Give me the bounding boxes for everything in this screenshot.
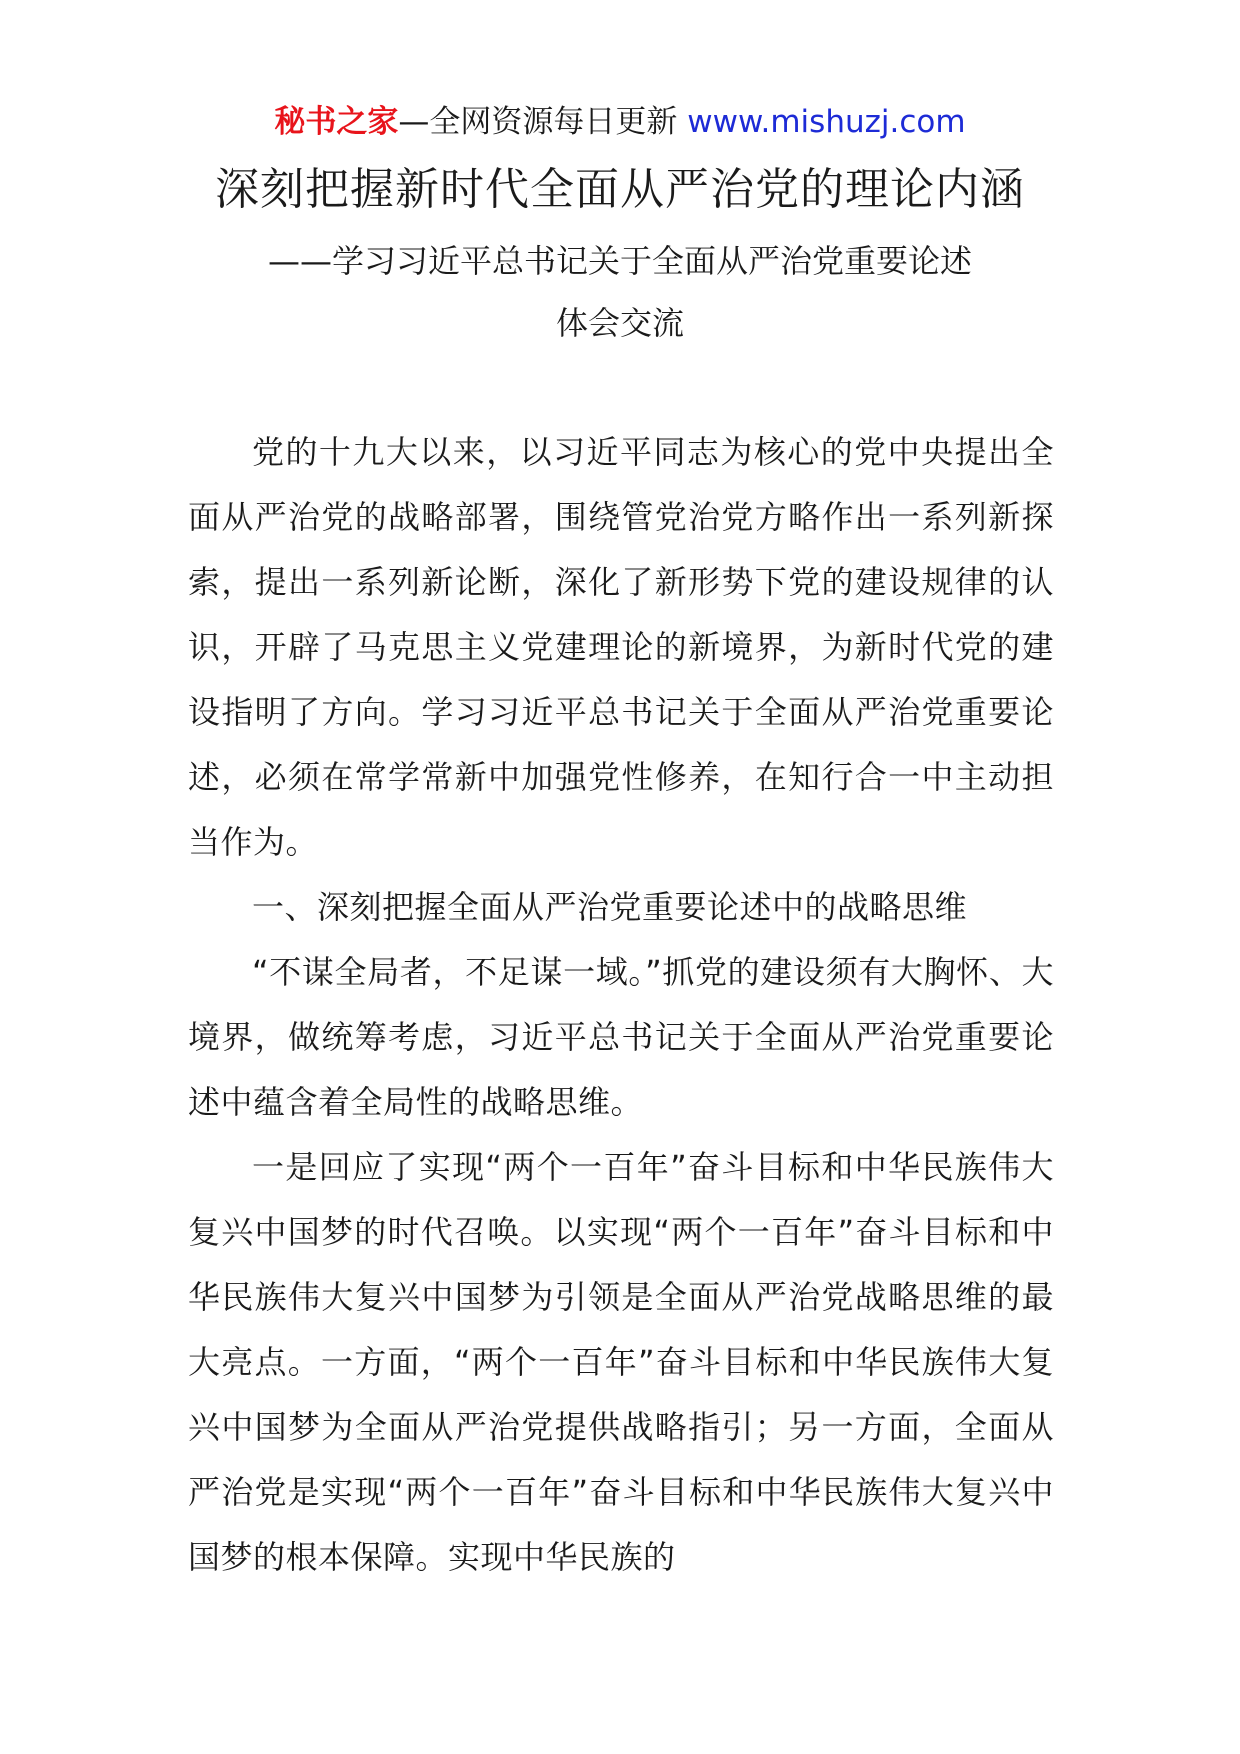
document-subtitle: [0, 230, 1240, 354]
body-paragraph-3: 一是回应了实现“两个一百年”奋斗目标和中华民族伟大复兴中国梦的时代召唤。以实现“两个一百年”奋斗目标和中华民族伟大复兴中国梦为引领是全面从严治党战略思维的最大亮点。一方面，“两个一百年”奋斗目标和中华民族伟大复兴中国梦为全面从严治党提供战略指引；另一方面，全面从严治党是实现“两个一百年”奋斗目标和中华民族伟大复兴中国梦的根本保障。实现中华民族的: [188, 1148, 1054, 1576]
body-paragraph-2: “不谋全局者，不足谋一域。”抓党的建设须有大胸怀、大境界，做统筹考虑，习近平总书记关于全面从严治党重要论述中蕴含着全局性的战略思维。: [188, 953, 1054, 1121]
document-title: 深刻把握新时代全面从严治党的理论内涵: [215, 164, 1025, 215]
site-tagline: —全网资源每日更新: [398, 104, 688, 140]
site-url-link[interactable]: www.mishuzj.com: [687, 104, 966, 140]
site-header: [0, 100, 1240, 144]
site-brand: 秘书之家: [274, 104, 399, 140]
subtitle-line-1: ——学习习近平总书记关于全面从严治党重要论述: [267, 242, 972, 280]
document-body: [188, 420, 1054, 1590]
section-heading-1: 一、深刻把握全面从严治党重要论述中的战略思维: [252, 888, 968, 926]
body-paragraph-intro: 党的十九大以来，以习近平同志为核心的党中央提出全面从严治党的战略部署，围绕管党治党方略作出一系列新探索，提出一系列新论断，深化了新形势下党的建设规律的认识，开辟了马克思主义党建理论的新境界，为新时代党的建设指明了方向。学习习近平总书记关于全面从严治党重要论述，必须在常学常新中加强党性修养，在知行合一中主动担当作为。: [188, 433, 1054, 861]
subtitle-line-2: 体会交流: [555, 304, 684, 342]
